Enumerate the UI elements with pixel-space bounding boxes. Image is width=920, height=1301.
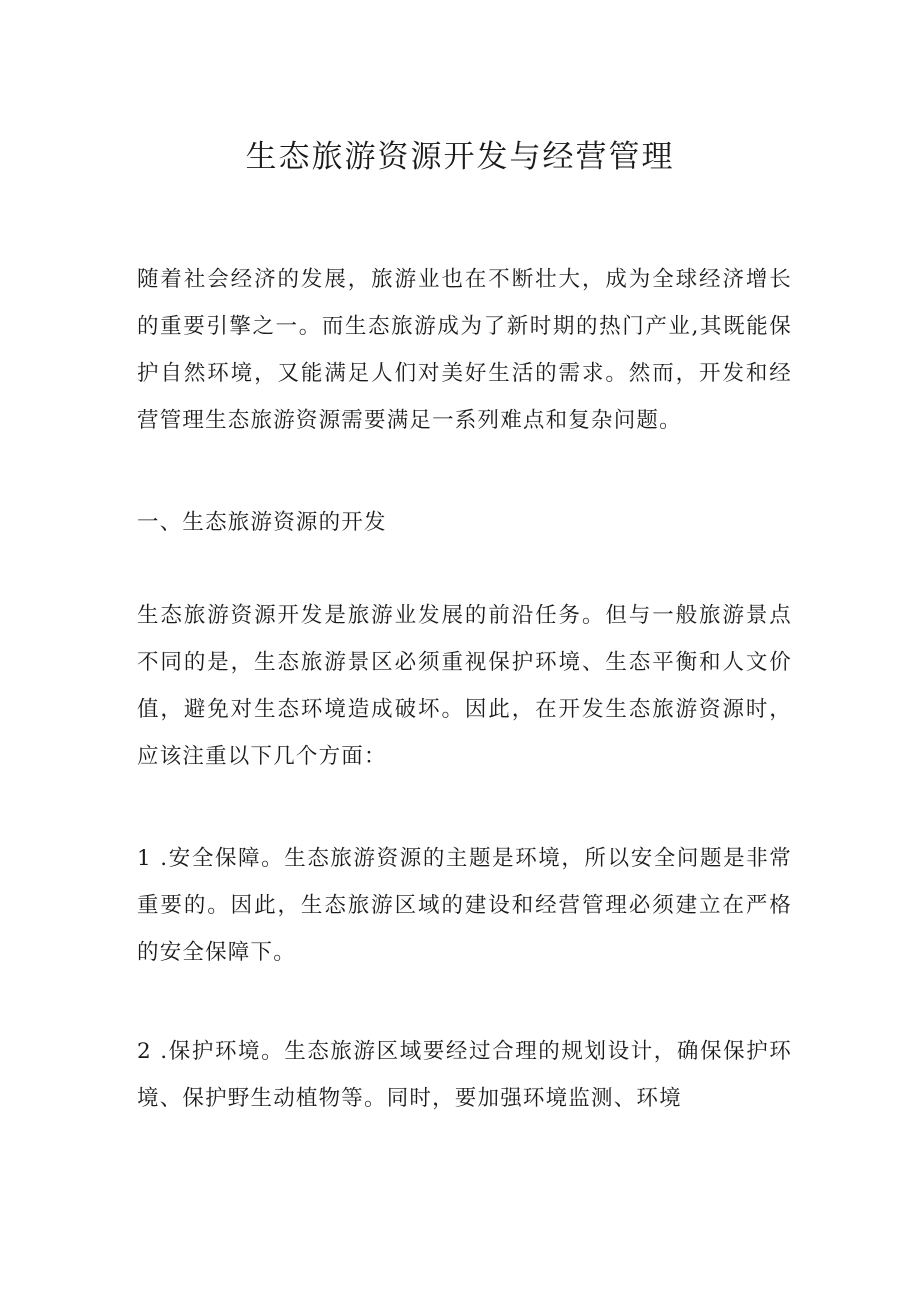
document-title: 生态旅游资源开发与经营管理 — [245, 139, 675, 175]
section-paragraph: 生态旅游资源开发是旅游业发展的前沿任务。但与一般旅游景点不同的是，生态旅游景区必须重视保护环境、生态平衡和人文价值，避免对生态环境造成破坏。因此，在开发生态旅游资源时，应该注重以下几个方面： — [137, 603, 792, 769]
list-item-environment: 2 .保护环境。生态旅游区域要经过合理的规划设计，确保保护环境、保护野生动植物等。同时，要加强环境监测、环境 — [137, 1039, 792, 1111]
intro-paragraph: 随着社会经济的发展，旅游业也在不断壮大，成为全球经济增长的重要引擎之一。而生态旅游成为了新时期的热门产业,其既能保护自然环境，又能满足人们对美好生活的需求。然而，开发和经营管理生态旅游资源需要满足一系列难点和复杂问题。 — [137, 267, 792, 433]
list-item-safety: 1 .安全保障。生态旅游资源的主题是环境，所以安全问题是非常重要的。因此，生态旅游区域的建设和经营管理必须建立在严格的安全保障下。 — [137, 846, 792, 965]
section-heading: 一、生态旅游资源的开发 — [137, 510, 387, 535]
